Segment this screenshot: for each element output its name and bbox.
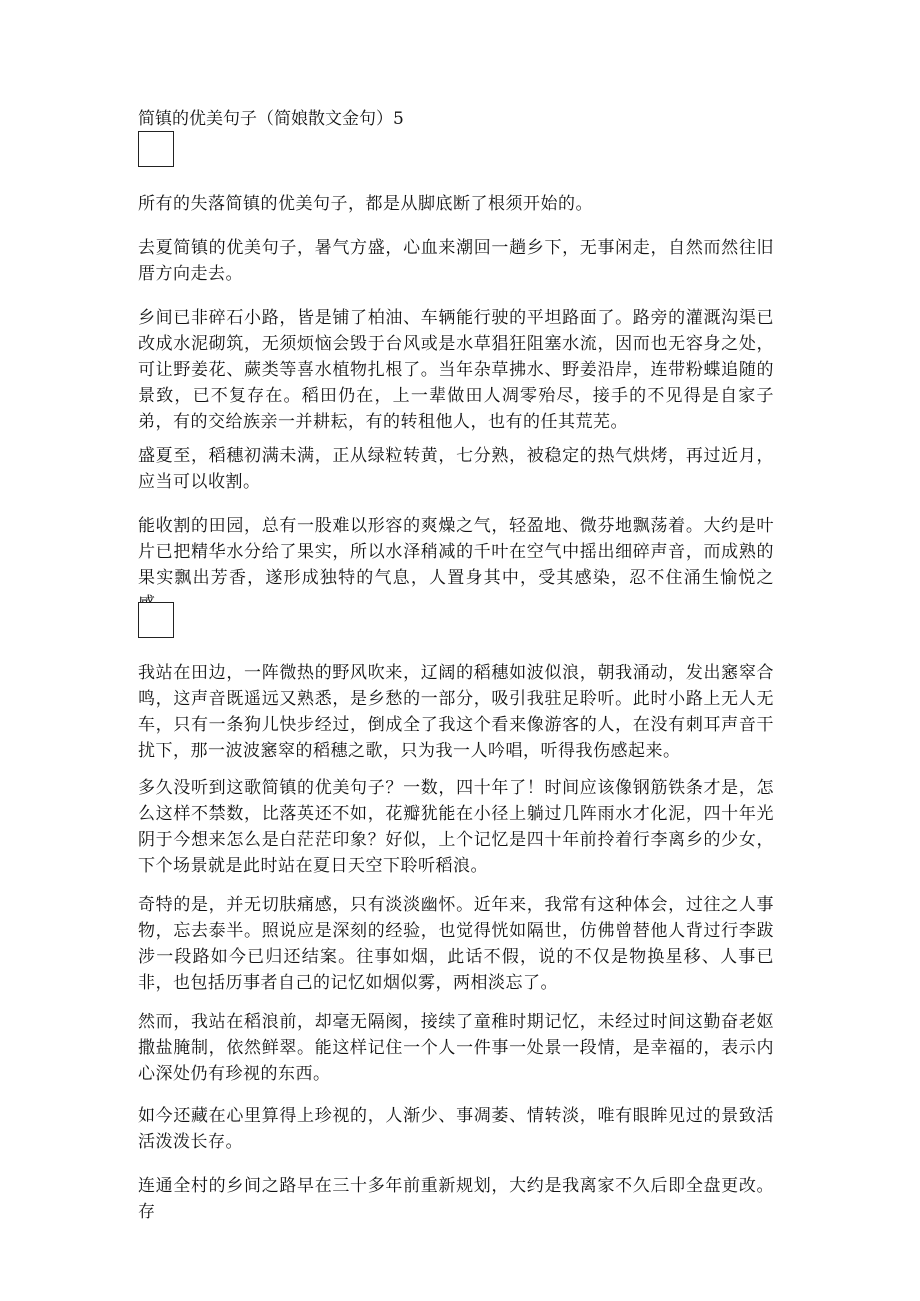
paragraph: 多久没听到这歌简镇的优美句子？一数，四十年了！时间应该像钢筋铁条才是，怎么这样不禁数，比落英还不如，花瓣犹能在小径上躺过几阵雨水才化泥，四十年光阴于今想来怎么是白茫茫印象？好似，上个记忆是四十年前拎着行李离乡的少女，下个场景就是此时站在夏日天空下聆听稻浪。 — [138, 778, 774, 876]
document-title: 简镇的优美句子（简娘散文金句）5 — [138, 109, 404, 129]
paragraph: 连通全村的乡间之路早在三十多年前重新规划，大约是我离家不久后即全盘更改。存 — [138, 1176, 774, 1222]
paragraph: 能收割的田园，总有一股难以形容的爽燥之气，轻盈地、微芬地飘荡着。大约是叶片已把精华水分给了果实，所以水泽稍减的千叶在空气中摇出细碎声音，而成熟的果实飘出芳香，遂形成独特的气息，人置身其中，受其感染，忍不住涌生愉悦之 — [138, 516, 774, 588]
paragraph: 所有的失落简镇的优美句子，都是从脚底断了根须开始的。 — [138, 194, 593, 214]
paragraph: 然而，我站在稻浪前，却毫无隔阂，接续了童稚时期记忆，未经过时间这勤奋老妪撒盐腌制，依然鲜翠。能这样记住一个人一件事一处景一段情，是幸福的，表示内心深处仍有珍视的东西。 — [138, 1012, 774, 1084]
paragraph: 盛夏至，稻穗初满未满，正从绿粒转黄，七分熟，被稳定的热气烘烤，再过近月，应当可以收割。 — [138, 446, 774, 492]
image-placeholder — [138, 602, 174, 638]
image-placeholder — [138, 131, 174, 167]
paragraph: 去夏简镇的优美句子，暑气方盛，心血来潮回一趟乡下，无事闲走，自然而然往旧厝方向走去。 — [138, 238, 774, 284]
paragraph: 奇特的是，并无切肤痛感，只有淡淡幽怀。近年来，我常有这种体会，过往之人事物，忘去泰半。照说应是深刻的经验，也觉得恍如隔世，仿佛曾替他人背过行李跋涉一段路如今已归还结案。往事如烟，此话不假，说的不仅是物换星移、人事已非，也包括历事者自己的记忆如烟似雾，两相淡忘了。 — [138, 895, 774, 993]
paragraph: 我站在田边，一阵微热的野风吹来，辽阔的稻穗如波似浪，朝我涌动，发出窸窣合鸣，这声音既遥远又熟悉，是乡愁的一部分，吸引我驻足聆听。此时小路上无人无车，只有一条狗儿快步经过，倒成全了我这个看来像游客的人，在没有刺耳声音干扰下，那一波波窸窣的稻穗之歌，只为我一人吟唱，听得我伤感起来。 — [138, 663, 774, 761]
paragraph: 乡间已非碎石小路，皆是铺了柏油、车辆能行驶的平坦路面了。路旁的灌溉沟渠已改成水泥砌筑，无须烦恼会毁于台风或是水草猖狂阻塞水流，因而也无容身之处，可让野姜花、蕨类等喜水植物扎根了。当年杂草拂水、野姜沿岸，连带粉蝶追随的景致，已不复存在。稻田仍在，上一辈做田人凋零殆尽，接手的不见得是自家子弟，有的交给族亲一并耕耘，有的转租他人，也有的任其荒芜。 — [138, 308, 774, 432]
paragraph: 如今还藏在心里算得上珍视的，人渐少、事凋萎、情转淡，唯有眼眸见过的景致活活泼泼长存。 — [138, 1106, 774, 1152]
